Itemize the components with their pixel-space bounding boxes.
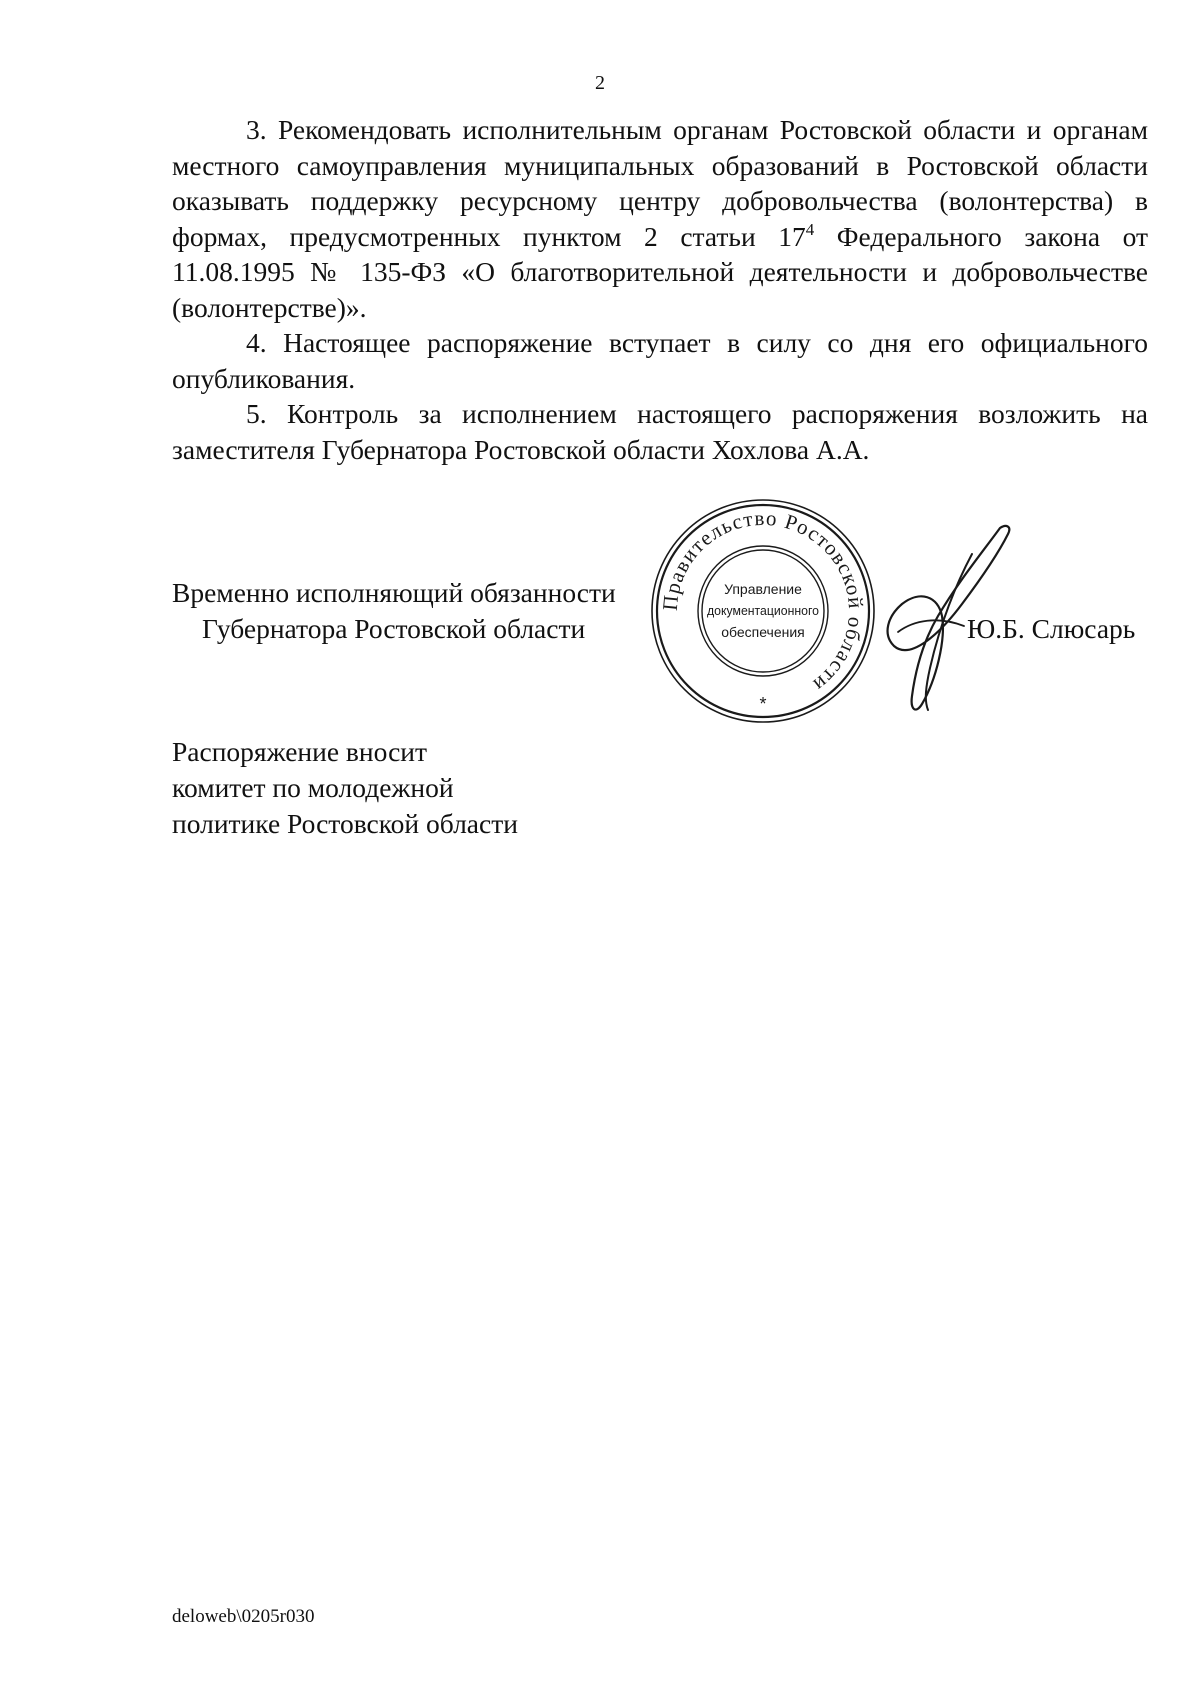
stamp-inner-line-2: документационного (707, 603, 819, 618)
signer-name: Ю.Б. Слюсарь (967, 613, 1136, 644)
page-number: 2 (595, 72, 605, 94)
paragraph-5: 5. Контроль за исполнением настоящего распоряжения возложить на заместителя Губернатора Ростовской области Хохлова А.А. (172, 398, 1148, 465)
introduced-by (172, 734, 518, 842)
signatory-position (172, 575, 616, 647)
introduced-by-line-1: Распоряжение вносит (172, 736, 428, 767)
stamp-inner-line-1: Управление (724, 581, 802, 597)
stamp-inner-line-3: обеспечения (721, 624, 805, 640)
position-line-1: Временно исполняющий обязанности (172, 577, 616, 608)
article-superscript: 4 (805, 219, 815, 239)
document-body (172, 112, 1148, 467)
paragraph-3-text-end: Федерального закона от 11.08.1995 № 135-ФЗ «О благотворительной деятельности и добровольчестве (волонтерстве)». (172, 220, 1148, 323)
introduced-by-line-2: комитет по молодежной (172, 772, 454, 803)
stamp-star: * (759, 694, 767, 714)
introduced-by-line-3: политике Ростовской области (172, 808, 518, 839)
position-line-2: Губернатора Ростовской области (202, 613, 586, 644)
paragraph-3 (172, 112, 1148, 325)
paragraph-4: 4. Настоящее распоряжение вступает в силу со дня его официального опубликования. (172, 327, 1148, 394)
official-stamp (650, 498, 876, 724)
document-footer-code: deloweb\0205r030 (172, 1606, 315, 1627)
stamp-outer-text-path: Правительство Ростовской области (657, 505, 869, 698)
paragraph-3-text-start: 3. Рекомендовать исполнительным органам Ростовской области и органам местного самоуправления муниципальных образований в Ростовской области оказывать поддержку ресурсному центру добровольчества (волонтерства) в формах, предусмотренных пунктом 2 статьи 17 (172, 114, 1148, 252)
